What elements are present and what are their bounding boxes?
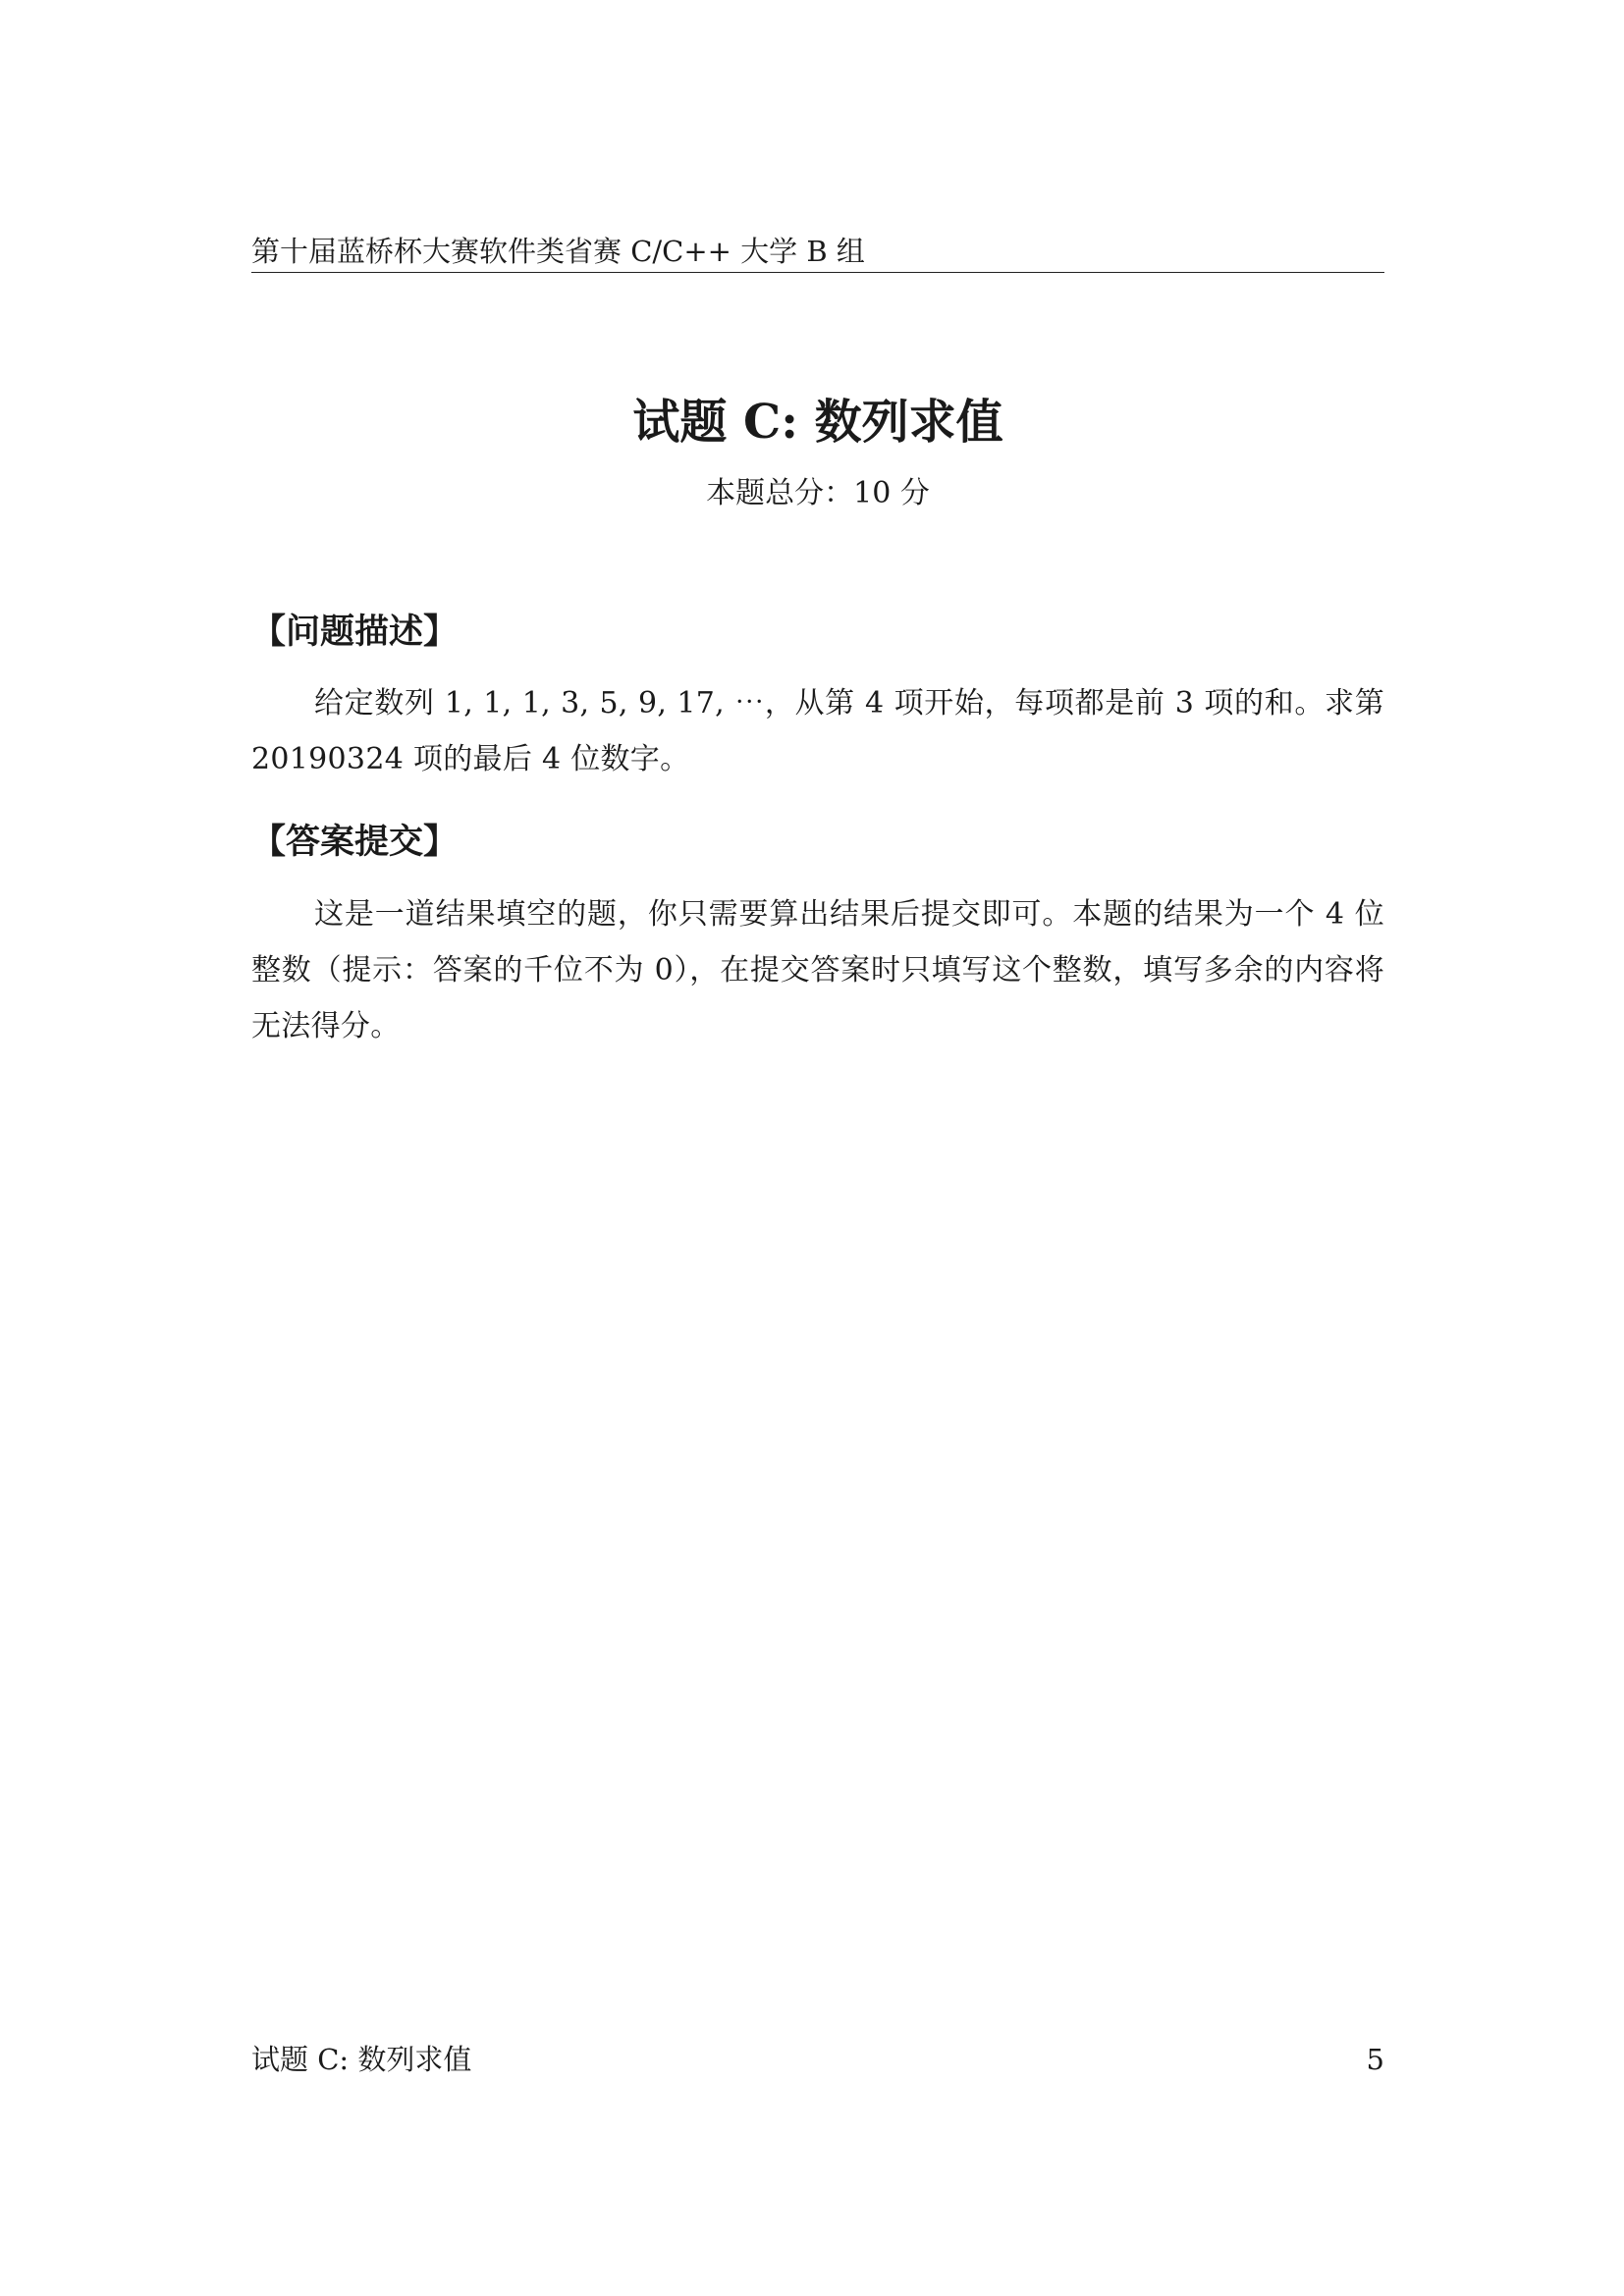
problem-description-text: 给定数列 1, 1, 1, 3, 5, 9, 17, ⋯，从第 4 项开始，每项都是前 3 项的和。求第 20190324 项的最后 4 位数字。 (251, 686, 1384, 776)
running-footer-title: 试题 C: 数列求值 (251, 2043, 472, 2076)
running-header: 第十届蓝桥杯大赛软件类省赛 C/C++ 大学 B 组 (251, 235, 865, 268)
section-heading-problem-description: 【问题描述】 (251, 613, 459, 652)
section-heading-answer-submission: 【答案提交】 (251, 823, 459, 862)
answer-submission-text: 这是一道结果填空的题，你只需要算出结果后提交即可。本题的结果为一个 4 位整数（提示：答案的千位不为 0），在提交答案时只填写这个整数，填写多余的内容将无法得分。 (251, 897, 1384, 1043)
problem-title: 试题 C: 数列求值 (632, 395, 1003, 450)
problem-score: 本题总分：10 分 (706, 476, 930, 510)
page-number: 5 (1366, 2043, 1384, 2076)
header-rule (251, 272, 1384, 273)
